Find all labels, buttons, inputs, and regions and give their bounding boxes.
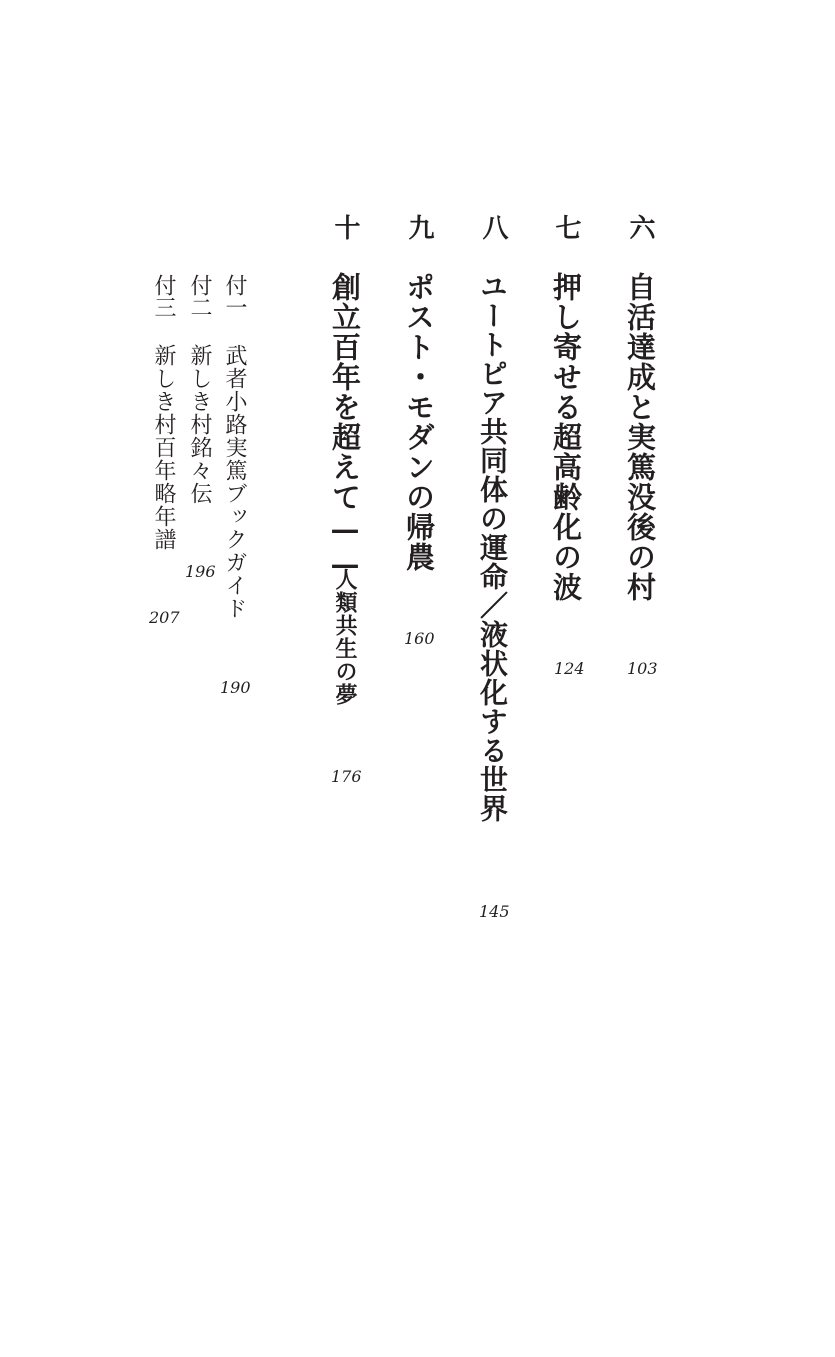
chapter-7-title: 押し寄せる超高齢化の波 [549, 272, 583, 602]
appendix-2-page: 196 [185, 562, 216, 581]
chapter-8-page: 145 [479, 902, 510, 921]
chapter-8-title: ユートピア共同体の運命／液状化する世界 [476, 272, 509, 823]
chapter-10-number: 十 [330, 214, 360, 240]
chapter-6-page: 103 [627, 659, 658, 678]
chapter-6-number: 六 [625, 214, 655, 240]
chapter-6-title: 自活達成と実篤没後の村 [623, 272, 657, 602]
appendix-2-label: 付二 [187, 274, 212, 318]
appendix-1-title: 武者小路実篤ブックガイド [222, 344, 247, 620]
appendix-3-page: 207 [149, 608, 180, 627]
appendix-3-title: 新しき村百年略年譜 [151, 344, 176, 551]
chapter-7-page: 124 [554, 659, 585, 678]
chapter-10-page: 176 [331, 767, 362, 786]
chapter-7-number: 七 [551, 214, 581, 240]
appendix-1-label: 付一 [222, 274, 247, 318]
chapter-10-title: 創立百年を超えて—— [328, 272, 362, 582]
chapter-9-title: ポスト・モダンの帰農 [402, 272, 436, 572]
chapter-8-number: 八 [478, 214, 508, 240]
chapter-9-page: 160 [404, 629, 435, 648]
chapter-10-subtitle: 人類共生の夢 [332, 568, 358, 706]
chapter-9-number: 九 [404, 214, 434, 240]
appendix-1-page: 190 [220, 678, 251, 697]
appendix-3-label: 付三 [151, 274, 176, 318]
appendix-2-title: 新しき村銘々伝 [187, 344, 212, 505]
